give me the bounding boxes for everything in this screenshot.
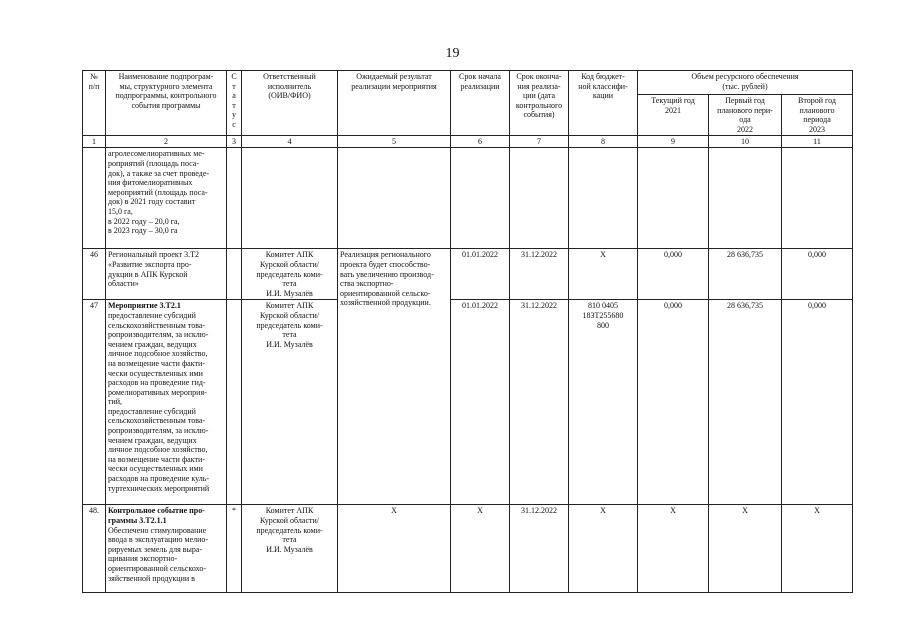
row-status: * — [227, 505, 242, 593]
row-start: 01.01.2022 — [451, 300, 510, 505]
row-end: 31.12.2022 — [510, 249, 569, 300]
row-value-2021: Х — [638, 505, 709, 593]
row-name-cell — [106, 300, 227, 505]
row-value-2022: 28 636,735 — [709, 300, 782, 505]
header-second-year: Второй год планового периода 2023 — [782, 95, 853, 136]
row-status — [227, 300, 242, 505]
row-value-2022: 28 636,735 — [709, 249, 782, 300]
row-end: 31.12.2022 — [510, 300, 569, 505]
header-num: № п/п — [83, 71, 106, 136]
row-start: 01.01.2022 — [451, 249, 510, 300]
table-row — [83, 249, 853, 300]
row-name: предоставление субсидий сельскохозяйственным това- ропроизводителям, за исклю- чением граждан, ведущих личное подсобное хозяйство, на возмещение части факти- чески осуществленных ими расходов на проведение гид- ромелиоративных мероприя- тий, предоставление субсидий сельскохозяйственным това- ропроизводителям, за исклю- чением граждан, ведущих личное подсобное хозяйство, на возмещение части факти- чески осуществленных ими расходов на проведение куль- туртехнических мероприятий — [108, 310, 210, 493]
row-value-2022 — [709, 148, 782, 249]
row-value-2023: Х — [782, 505, 853, 593]
row-value-2023: 0,000 — [782, 300, 853, 505]
row-value-2021 — [638, 148, 709, 249]
header-result: Ожидаемый результат реализации мероприятия — [338, 71, 451, 136]
column-number: 7 — [510, 136, 569, 148]
column-number: 9 — [638, 136, 709, 148]
row-num: 46 — [83, 249, 106, 300]
table-row — [83, 300, 853, 505]
row-result — [338, 148, 451, 249]
column-number: 6 — [451, 136, 510, 148]
row-responsible — [242, 148, 338, 249]
column-number-row — [83, 136, 853, 148]
row-end: 31.12.2022 — [510, 505, 569, 593]
column-number: 5 — [338, 136, 451, 148]
row-name-title: Мероприятие 3.Т2.1 — [108, 301, 181, 311]
row-name-title: Региональный проект 3.Т2 «Развитие экспорта про- дукции в АПК Курской области» — [106, 249, 227, 300]
header-responsible: Ответственный исполнитель (ОИВ/ФИО) — [242, 71, 338, 136]
row-responsible: Комитет АПК Курской области/ председатель коми- тета И.И. Музалёв — [242, 505, 338, 593]
row-code — [569, 148, 638, 249]
column-number: 8 — [569, 136, 638, 148]
row-code: Х — [569, 505, 638, 593]
row-end — [510, 148, 569, 249]
table-row — [83, 505, 853, 593]
header-start: Срок начала реализации — [451, 71, 510, 136]
row-responsible: Комитет АПК Курской области/ председатель коми- тета И.И. Музалёв — [242, 249, 338, 300]
row-responsible: Комитет АПК Курской области/ председатель коми- тета И.И. Музалёв — [242, 300, 338, 505]
column-number: 10 — [709, 136, 782, 148]
column-number: 11 — [782, 136, 853, 148]
header-current-year: Текущий год 2021 — [638, 95, 709, 136]
header-end: Срок оконча- ния реализа- ции (дата контрольного события) — [510, 71, 569, 136]
row-value-2021: 0,000 — [638, 300, 709, 505]
row-num — [83, 148, 106, 249]
row-name: Обеспечено стимулирование ввода в эксплуатацию мелио- рируемых земель для выра- щивания экспортно- ориентированной сельскохо- зяйственной продукции в — [108, 525, 209, 583]
header-name: Наименование подпрограм- мы, структурного элемента подпрограммы, контрольного события программы — [106, 71, 227, 136]
row-start: Х — [451, 505, 510, 593]
row-status — [227, 148, 242, 249]
table-row — [83, 148, 853, 249]
row-name-title: Контрольное событие про- граммы 3.Т2.1.1 — [108, 506, 205, 525]
row-result: Х — [338, 505, 451, 593]
row-name-cell — [106, 505, 227, 593]
row-status — [227, 249, 242, 300]
page-number: 19 — [445, 46, 460, 61]
row-code: Х — [569, 249, 638, 300]
header-status: С т а т у с — [227, 71, 242, 136]
program-table — [82, 70, 853, 593]
column-number: 2 — [106, 136, 227, 148]
header-volume: Объем ресурсного обеспечения (тыс. рублей) — [638, 71, 853, 95]
header-first-year: Первый год планового пери- ода 2022 — [709, 95, 782, 136]
row-result: Реализация регионального проекта будет способство- вать увеличению производ- ства экспортно- ориентированной сельско- хозяйственной продукции. — [338, 249, 451, 505]
row-name: агролесомелиоративных ме- роприятий (площадь поса- док), а также за счет проведе- ния фитомелиоративных мероприятий (площадь поса- док) в 2021 году составит 15,0 га, в 2022 году – 20,0 га, в 2023 году – 30,0 га — [106, 148, 227, 249]
row-code: 810 0405 183Т255680 800 — [569, 300, 638, 505]
column-number: 4 — [242, 136, 338, 148]
column-number: 1 — [83, 136, 106, 148]
row-num: 48. — [83, 505, 106, 593]
header-budget-code: Код бюджет- ной классифи- кации — [569, 71, 638, 136]
column-number: 3 — [227, 136, 242, 148]
row-num: 47 — [83, 300, 106, 505]
row-start — [451, 148, 510, 249]
row-value-2023 — [782, 148, 853, 249]
row-value-2023: 0,000 — [782, 249, 853, 300]
row-value-2022: Х — [709, 505, 782, 593]
row-value-2021: 0,000 — [638, 249, 709, 300]
